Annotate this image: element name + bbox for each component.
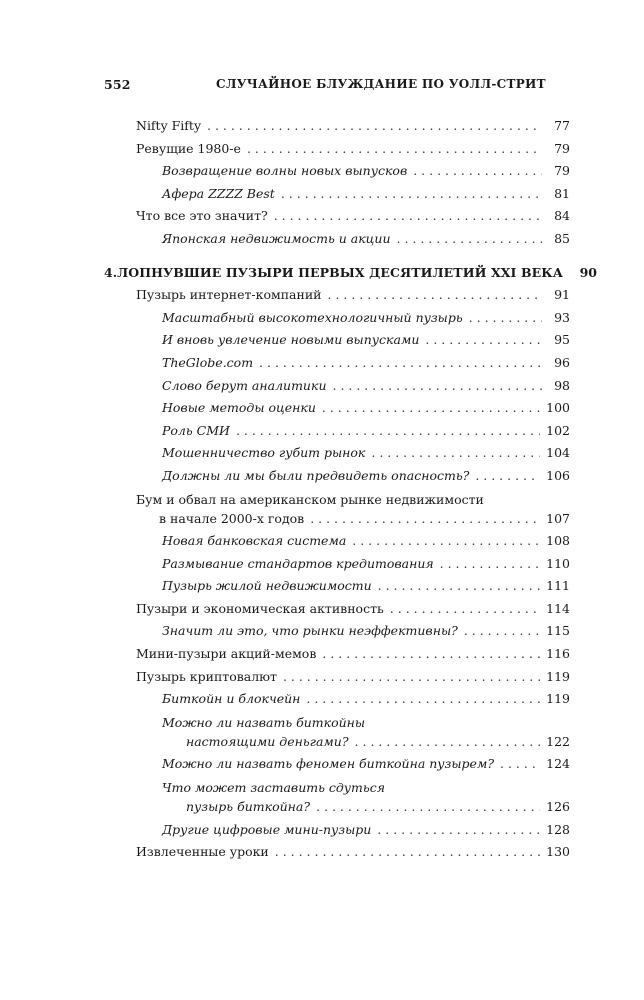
running-title: СЛУЧАЙНОЕ БЛУЖДАНИЕ ПО УОЛЛ-СТРИТ: [216, 77, 546, 91]
dot-leader: [377, 819, 540, 842]
dot-leader: [475, 465, 540, 488]
toc-entry-label-line2: в начале 2000-х годов: [159, 510, 305, 526]
toc-subentry: [104, 420, 570, 443]
toc-subentry-page: 111: [546, 578, 570, 594]
table-of-contents: [104, 115, 598, 864]
toc-entry-label: Пузыри и экономическая активность: [136, 600, 384, 616]
toc-subentry-page: 128: [546, 821, 570, 837]
toc-entry: [104, 138, 570, 161]
dot-leader: [469, 307, 542, 330]
toc-subentry-label: Роль СМИ: [162, 422, 230, 438]
toc-subentry: [104, 375, 570, 398]
toc-entry-page: 91: [554, 287, 570, 303]
toc-subentry: [104, 530, 570, 553]
toc-entry: [104, 666, 570, 689]
toc-subentry: [104, 731, 570, 754]
toc-entry-label: Пузырь криптовалют: [136, 668, 277, 684]
toc-subentry-page: 79: [554, 163, 570, 179]
toc-entry-page: 107: [546, 510, 570, 526]
toc-subentry-label: Афера ZZZZ Best: [162, 185, 275, 201]
toc-entry-label: Извлеченные уроки: [136, 844, 269, 860]
toc-entry-label: Ревущие 1980-е: [136, 140, 241, 156]
dot-leader: [236, 420, 540, 443]
toc-entry: [104, 643, 570, 666]
dot-leader: [413, 160, 542, 183]
dot-leader: [316, 796, 540, 819]
toc-subentry-multiline: [104, 780, 570, 819]
toc-subentry-label: Должны ли мы были предвидеть опасность?: [162, 467, 470, 483]
dot-leader: [207, 115, 542, 138]
dot-leader: [281, 183, 542, 206]
toc-subentry-label: Слово берут аналитики: [162, 377, 327, 393]
toc-subentry-page: 108: [546, 533, 570, 549]
toc-subentry-page: 115: [546, 623, 570, 639]
toc-subentry-page: 102: [546, 422, 570, 438]
toc-subentry: [104, 796, 570, 819]
dot-leader: [464, 620, 540, 643]
dot-leader: [310, 508, 540, 531]
toc-subentry-label-line2: пузырь биткойна?: [186, 799, 311, 815]
toc-entry-page: 116: [546, 646, 570, 662]
toc-subentry-label: Пузырь жилой недвижимости: [162, 578, 372, 594]
toc-subentry-page: 106: [546, 467, 570, 483]
toc-subentry-label: Новые методы оценки: [162, 400, 316, 416]
toc-subentry-page: 98: [554, 377, 570, 393]
toc-subentry: [104, 160, 570, 183]
toc-entry: [104, 205, 570, 228]
toc-chapter: [104, 262, 598, 285]
toc-entry-page: 84: [554, 208, 570, 224]
toc-subentry: [104, 575, 570, 598]
toc-entry-page: 119: [546, 668, 570, 684]
dot-leader: [355, 731, 541, 754]
dot-leader: [274, 205, 542, 228]
dot-leader: [306, 688, 540, 711]
toc-subentry: [104, 307, 570, 330]
toc-subentry-page: 100: [546, 400, 570, 416]
toc-subentry-label: Значит ли это, что рынки неэффективны?: [162, 623, 458, 639]
dot-leader: [322, 643, 540, 666]
toc-subentry-label: И вновь увлечение новыми выпусками: [162, 332, 420, 348]
toc-subentry: [104, 620, 570, 643]
toc-subentry: [104, 442, 570, 465]
toc-subentry: [104, 352, 570, 375]
toc-subentry-multiline: [104, 715, 570, 754]
chapter-number: 4.: [104, 264, 118, 280]
toc-subentry-label: Японская недвижимость и акции: [162, 230, 391, 246]
toc-subentry-page: 93: [554, 309, 570, 325]
dot-leader: [352, 530, 540, 553]
toc-subentry-label: Мошенничество губит рынок: [162, 445, 366, 461]
toc-subentry-label-line1: Что может заставить сдуться: [162, 780, 385, 796]
toc-entry-page: 130: [546, 844, 570, 860]
dot-leader: [333, 375, 543, 398]
toc-entry-label: Что все это значит?: [136, 208, 268, 224]
toc-subentry: [104, 553, 570, 576]
dot-leader: [440, 553, 540, 576]
toc-subentry: [104, 397, 570, 420]
toc-subentry-page: 81: [554, 185, 570, 201]
chapter-title: ЛОПНУВШИЕ ПУЗЫРИ ПЕРВЫХ ДЕСЯТИЛЕТИЙ XXI ВЕКА: [117, 264, 564, 280]
dot-leader: [322, 397, 540, 420]
page-number: 552: [104, 77, 131, 92]
toc-subentry-page: 104: [546, 445, 570, 461]
toc-entry: [104, 841, 570, 864]
toc-subentry-page: 119: [546, 691, 570, 707]
dot-leader: [275, 841, 540, 864]
dot-leader: [283, 666, 540, 689]
toc-entry-label: Nifty Fifty: [136, 118, 202, 133]
toc-subentry-label-line2: настоящими деньгами?: [186, 733, 349, 749]
toc-entry: [104, 284, 570, 307]
toc-subentry: [104, 753, 570, 776]
dot-leader: [371, 442, 540, 465]
toc-subentry-page: 126: [546, 799, 570, 815]
dot-leader: [259, 352, 542, 375]
dot-leader: [390, 598, 540, 621]
toc-subentry-label-line1: Можно ли назвать биткойны: [162, 714, 366, 730]
dot-leader: [425, 329, 542, 352]
chapter-page: 90: [579, 264, 598, 280]
toc-entry-label-line1: Бум и обвал на американском рынке недвижимости: [136, 491, 484, 507]
toc-entry: [104, 115, 570, 138]
toc-subentry-label: Размывание стандартов кредитования: [162, 555, 434, 571]
toc-entry-page: 77: [554, 118, 570, 133]
toc-entry: [104, 508, 570, 531]
toc-entry-multiline: [104, 492, 570, 531]
toc-subentry-label: Новая банковская система: [162, 533, 347, 549]
dot-leader: [397, 228, 543, 251]
toc-subentry-label: TheGlobe.com: [162, 354, 254, 370]
toc-subentry-page: 85: [554, 230, 570, 246]
dot-leader: [500, 753, 540, 776]
toc-subentry-page: 95: [554, 332, 570, 348]
toc-subentry-page: 122: [546, 733, 570, 749]
toc-subentry: [104, 228, 570, 251]
dot-leader: [328, 284, 543, 307]
toc-subentry-label: Другие цифровые мини-пузыри: [162, 821, 372, 837]
dot-leader: [378, 575, 541, 598]
toc-subentry-page: 96: [554, 354, 570, 370]
toc-subentry: [104, 183, 570, 206]
toc-entry: [104, 598, 570, 621]
toc-entry-page: 114: [546, 600, 570, 616]
toc-subentry-page: 124: [546, 756, 570, 772]
toc-subentry-label: Масштабный высокотехнологичный пузырь: [162, 309, 463, 325]
toc-entry-label: Мини-пузыри акций-мемов: [136, 646, 317, 662]
toc-subentry-label: Можно ли назвать феномен биткойна пузырем?: [162, 756, 495, 772]
toc-subentry: [104, 819, 570, 842]
toc-entry-label: Пузырь интернет-компаний: [136, 287, 322, 303]
toc-entry-page: 79: [554, 140, 570, 156]
toc-subentry: [104, 688, 570, 711]
toc-subentry: [104, 465, 570, 488]
toc-subentry-page: 110: [546, 555, 570, 571]
toc-subentry: [104, 329, 570, 352]
dot-leader: [247, 138, 542, 161]
toc-subentry-label: Биткойн и блокчейн: [162, 691, 301, 707]
toc-subentry-label: Возвращение волны новых выпусков: [162, 163, 408, 179]
